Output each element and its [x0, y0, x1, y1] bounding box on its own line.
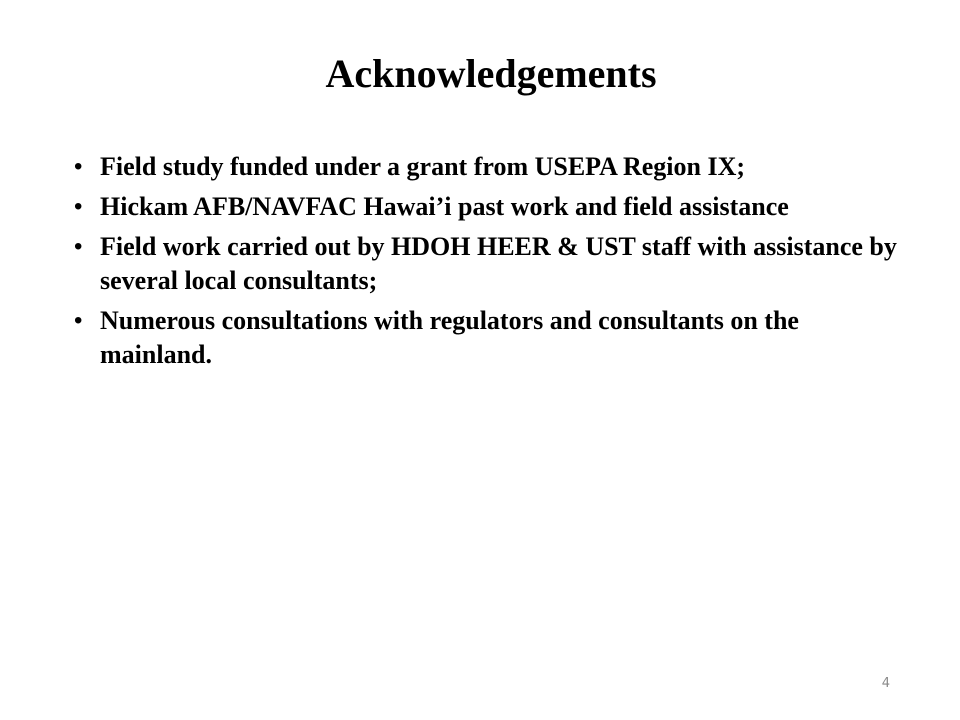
bullet-icon: • [74, 233, 83, 260]
bullet-list [74, 150, 904, 378]
page-number: 4 [881, 676, 890, 691]
bullet-item [74, 230, 904, 298]
bullet-text: Field study funded under a grant from USEPA Region IX; [100, 152, 746, 181]
bullet-text: Numerous consultations with regulators and consultants on the mainland. [100, 306, 799, 369]
bullet-icon: • [74, 307, 83, 334]
bullet-item [74, 304, 904, 372]
bullet-text: Hickam AFB/NAVFAC Hawai’i past work and field assistance [100, 192, 789, 221]
bullet-icon: • [74, 193, 83, 220]
bullet-text: Field work carried out by HDOH HEER & UST staff with assistance by several local consultants; [100, 232, 897, 295]
bullet-icon: • [74, 153, 83, 180]
bullet-item [74, 150, 904, 184]
bullet-item [74, 190, 904, 224]
slide-title: Acknowledgements [325, 51, 657, 96]
